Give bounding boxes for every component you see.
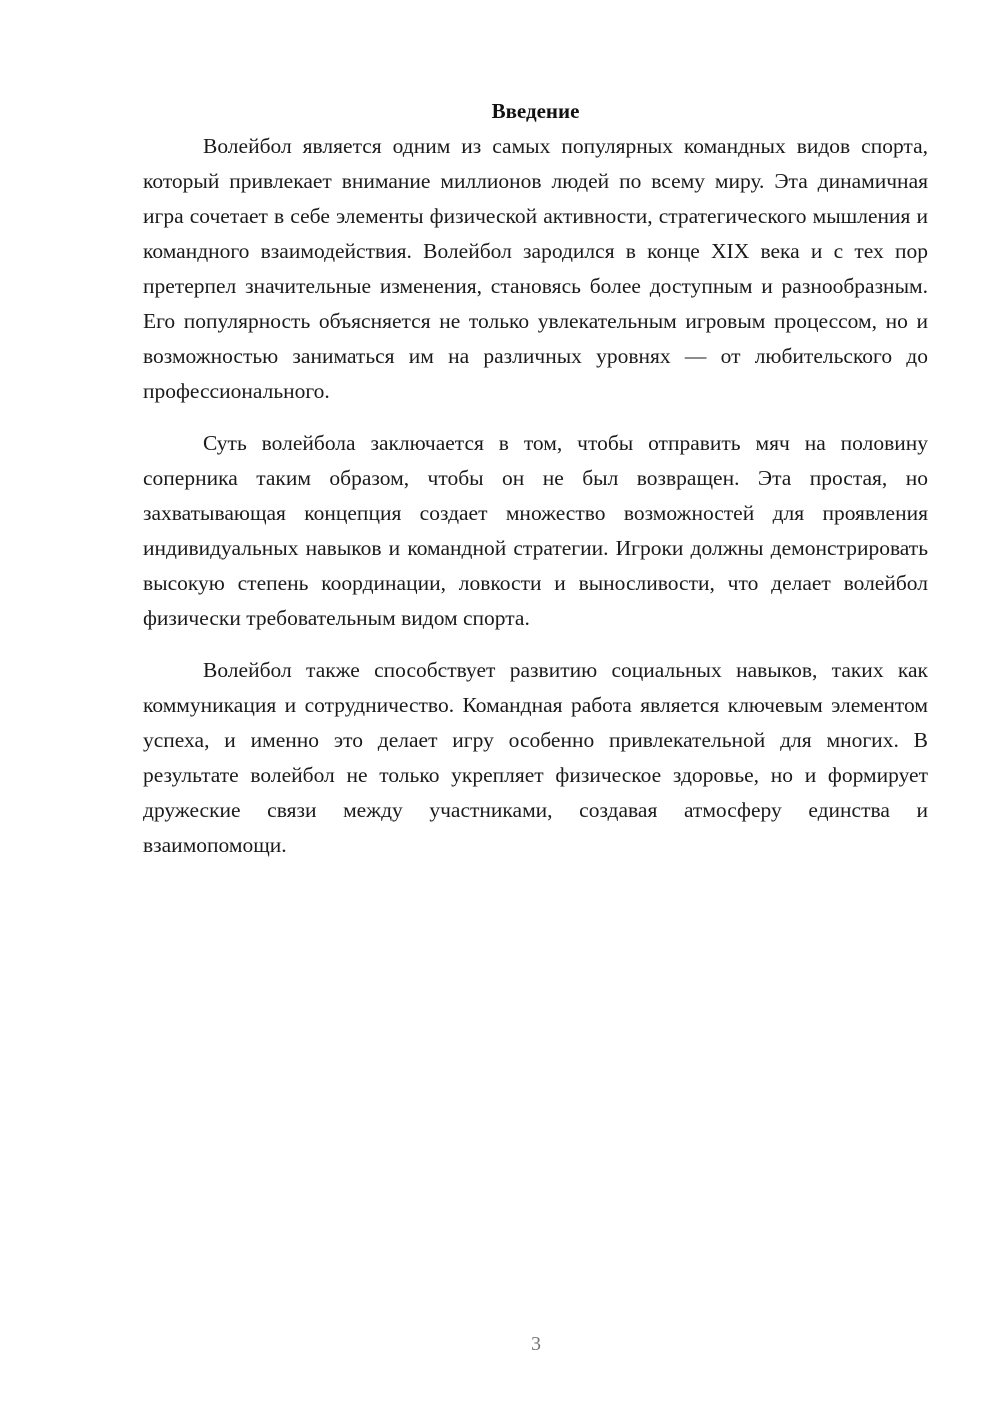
paragraph-intro: Волейбол является одним из самых популярных командных видов спорта, который привлекает внимание миллионов людей по всему миру. Эта динамичная игра сочетает в себе элементы физической активности, стратегического мышления и командного взаимодействия. Волейбол зародился в конце XIX века и с тех пор претерпел значительные изменения, становясь более доступным и разнообразным. Его популярность объясняется не только увлекательным игровым процессом, но и возможностью заниматься им на различных уровнях — от любительского до профессионального. xyxy=(143,134,928,403)
page-number: 3 xyxy=(531,1333,541,1355)
section-title: Введение xyxy=(491,99,580,123)
page-content xyxy=(143,96,928,863)
paragraph-essence: Суть волейбола заключается в том, чтобы отправить мяч на половину соперника таким образом, чтобы он не был возвращен. Эта простая, но захватывающая концепция создает множество возможностей для проявления индивидуальных навыков и командной стратегии. Игроки должны демонстрировать высокую степень координации, ловкости и выносливости, что делает волейбол физически требовательным видом спорта. xyxy=(143,431,928,630)
paragraph-social: Волейбол также способствует развитию социальных навыков, таких как коммуникация и сотрудничество. Командная работа является ключевым элементом успеха, и именно это делает игру особенно привлекательной для многих. В результате волейбол не только укрепляет физическое здоровье, но и формирует дружеские связи между участниками, создавая атмосферу единства и взаимопомощи. xyxy=(143,658,928,857)
